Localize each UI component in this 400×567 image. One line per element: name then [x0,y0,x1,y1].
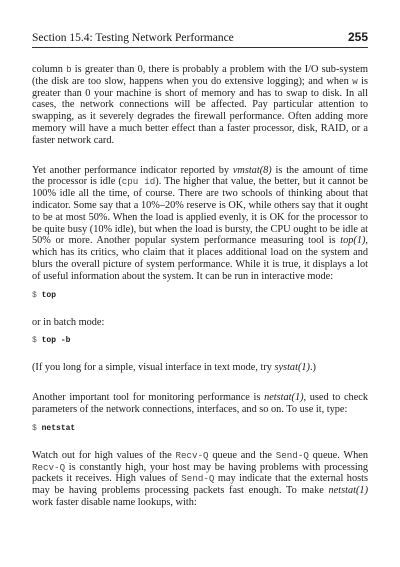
code-block [32,424,368,434]
paragraph: Another important tool for monitoring performance is netstat(1), used to check parameters of the network connections, interfaces, and so on. To use it, type: [32,392,368,415]
code-block [32,291,368,301]
shell-command: top -b [41,336,71,346]
shell-prompt: $ [32,336,37,346]
paragraph: or in batch mode: [32,316,105,328]
command-reference: netstat(1) [328,485,368,497]
shell-prompt: $ [32,423,37,433]
shell-command: top [41,290,57,300]
shell-command: netstat [41,423,76,433]
body-text [32,64,368,517]
command-reference: vmstat(8) [232,164,272,176]
inline-code: Recv-Q [32,461,66,473]
paragraph: Yet another performance indicator reported by vmstat(8) is the amount of time the processor is idle (cpu id). The higher that value, the better, but it cannot be 100% idle all the time, of course. There are two schools of thinking about that indicator. Some say that a 10%–20% reserve is OK, while others say that it ought to be at most 50%. When the load is applied evenly, it is OK for the processor to be quite busy (10% idle), but when the load is bursty, the CPU ought to be idle at 50% or more. Another popular system performance measuring tool is top(1), which has its critics, who claim that it places additional load on the system and blurs the overall picture of system performance. While it is true, it displays a lot of useful information about the system. It can be run in interactive mode: [32,164,368,282]
paragraph: (If you long for a simple, visual interface in text mode, try systat(1).) [32,362,316,374]
section-title: Section 15.4: Testing Network Performance [32,32,234,44]
inline-code: cpu id [121,176,156,188]
inline-code: w [352,75,358,87]
command-reference: systat(1) [274,362,310,374]
command-reference: top(1) [340,235,366,247]
inline-code: Recv-Q [175,449,209,461]
shell-prompt: $ [32,290,37,300]
page-number: 255 [347,30,368,44]
paragraph: Watch out for high values of the Recv-Q queue and the Send-Q queue. When Recv-Q is constantly high, your host may be having problems with processing packets it receives. High values of Send-Q may indicate that the external hosts may be having problems processing packets fast enough. To make netstat(1) work faster disable name lookups, with: [32,449,368,508]
header-rule [32,47,368,48]
code-block [32,336,368,346]
inline-code: Send-Q [181,473,215,485]
running-header [32,30,368,44]
inline-code: b [66,64,72,75]
command-reference: netstat(1) [264,392,304,404]
paragraph: column b is greater than 0, there is probably a problem with the I/O sub-system (the disk are too slow, happens when you do extensive logging); and when w is greater than 0 your machine is short of memory and has to swap to disk. In all cases, the network connections will be affected. Pay particular attention to swapping, as it severely degrades the firewall performance. Often adding more memory will have a much better effect than a faster processor, disk, RAID, or a faster network card. [32,64,368,146]
inline-code: Send-Q [275,449,309,461]
